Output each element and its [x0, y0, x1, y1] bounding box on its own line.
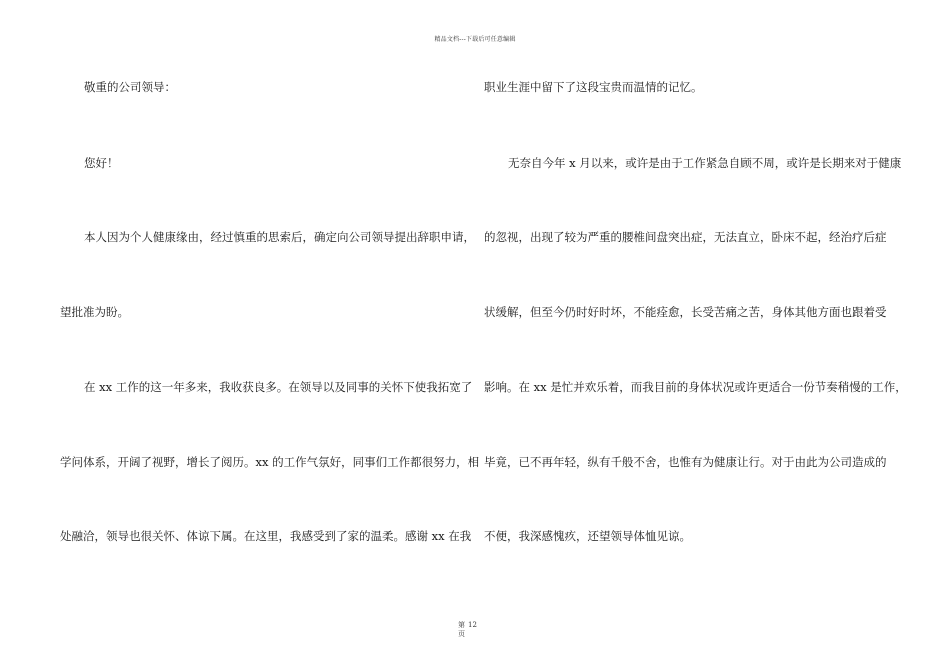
- salutation-line: 敬重的公司领导：: [84, 80, 176, 94]
- page-number-footer: [458, 621, 477, 639]
- body-line: 在 xx 工作的这一年多来，我收获良多。在领导以及同事的关怀下使我拓宽了: [84, 380, 473, 394]
- body-line: 学问体系，开阔了视野，增长了阅历。xx 的工作气氛好，同事们工作都很努力，相: [60, 455, 480, 469]
- page-header: 精品文档---下载后可任意编辑: [434, 36, 516, 43]
- page-label-bottom: 页: [458, 630, 465, 638]
- page-label-top: 第: [458, 621, 465, 629]
- body-line: 的忽视，出现了较为严重的腰椎间盘突出症，无法直立，卧床不起，经治疗后症: [484, 230, 887, 244]
- body-line: 处融洽，领导也很关怀、体谅下属。在这里，我感受到了家的温柔。感谢 xx 在我: [60, 529, 472, 543]
- greeting-line: 您好！: [84, 156, 119, 170]
- body-line: 本人因为个人健康缘由，经过慎重的思索后，确定向公司领导提出辞职申请，: [84, 230, 475, 244]
- body-line: 望批准为盼。: [60, 305, 129, 319]
- body-line: 不便，我深感愧疚，还望领导体恤见谅。: [484, 529, 691, 543]
- body-line: 影响。在 xx 是忙并欢乐着，而我目前的身体状况或许更适合一份节奏稍慢的工作，: [484, 380, 907, 394]
- body-line: 无奈自今年 x 月以来，或许是由于工作紧急自顾不周，或许是长期来对于健康: [508, 156, 902, 170]
- body-line: 毕竟，已不再年轻，纵有千般不舍，也惟有为健康让行。对于由此为公司造成的: [484, 455, 887, 469]
- body-line: 职业生涯中留下了这段宝贵而温情的记忆。: [484, 80, 703, 94]
- body-line: 状缓解，但至今仍时好时坏，不能痊愈，长受苦痛之苦，身体其他方面也跟着受: [484, 305, 887, 319]
- page-number: 12: [468, 621, 477, 629]
